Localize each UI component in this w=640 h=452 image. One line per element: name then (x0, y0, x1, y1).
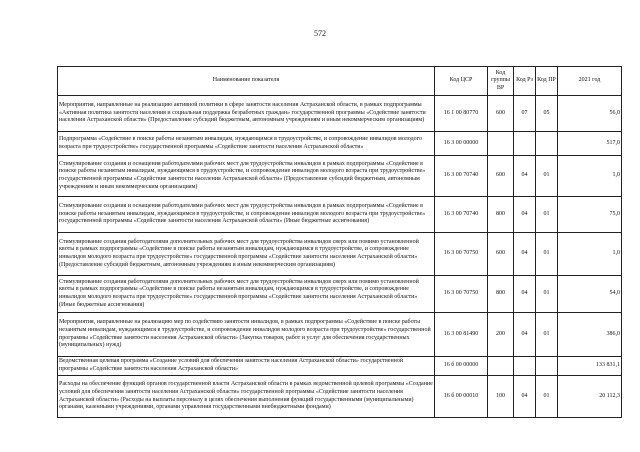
table-row (58, 197, 622, 233)
row-pr: 01 (536, 276, 558, 313)
row-csr: 16 1 00 80770 (435, 96, 488, 132)
table-row (58, 233, 622, 276)
row-sum: 133 831,1 (558, 357, 622, 376)
header-rz: Код Рз (514, 67, 536, 96)
header-pr: Код ПР (536, 67, 558, 96)
row-name: Ведомственная целевая программа «Создание условий для обеспечения занятости населения Астраханской области» государственной программы «Содействие занятости населения Астраханской области» (58, 357, 435, 376)
row-rz (514, 132, 536, 156)
table-row (58, 376, 622, 418)
row-csr: 16 3 00 70740 (435, 197, 488, 233)
row-csr: 16 3 00 70750 (435, 276, 488, 313)
row-sum: 1,0 (558, 233, 622, 276)
budget-table (57, 66, 622, 418)
header-csr: Код ЦСР (435, 67, 488, 96)
row-pr: 01 (536, 156, 558, 197)
row-name: Стимулирование создания работодателями дополнительных рабочих мест для трудоустройства инвалидов сверх или помимо установленной квоты в рамках подпрограммы «Содействие в поиске работы незанятым инвалидам, нуждающимся в трудоустройстве, и сопровождение инвалидов молодого возраста при трудоустройстве» государственной программы «Содействие занятости населения Астраханской области» (Предоставление субсидий бюджетным, автономным учреждениям и иным некоммерческим организациям) (58, 233, 435, 276)
row-rz: 04 (514, 156, 536, 197)
row-vr (488, 132, 514, 156)
row-csr: 16 3 00 00000 (435, 132, 488, 156)
row-vr (488, 357, 514, 376)
row-csr: 16 б 00 00000 (435, 357, 488, 376)
row-csr: 16 б 00 00010 (435, 376, 488, 418)
row-vr: 100 (488, 376, 514, 418)
row-name: Мероприятия, направленные на реализацию мер по содействию занятости инвалидов, в рамках подпрограммы «Содействие в поиске работы незанятым инвалидам, нуждающимся в трудоустройстве, и сопровождение инвалидов молодого возраста при трудоустройстве» государственной программы «Содействие занятости населения Астраханской области» (Закупка товаров, работ и услуг для обеспечения государственных (муниципальных) нужд) (58, 313, 435, 357)
row-sum: 75,0 (558, 197, 622, 233)
row-name: Подпрограмма «Содействие в поиске работы незанятым инвалидам, нуждающимся в трудоустройстве, и сопровождение инвалидов молодого возраста при трудоустройстве» государственной программы «Содействие занятости населения Астраханской области» (58, 132, 435, 156)
row-pr: 05 (536, 96, 558, 132)
row-vr: 600 (488, 156, 514, 197)
row-rz (514, 357, 536, 376)
table-row (58, 156, 622, 197)
row-csr: 16 3 00 70740 (435, 156, 488, 197)
row-sum: 1,0 (558, 156, 622, 197)
header-sum: 2021 год (558, 67, 622, 96)
table-row (58, 276, 622, 313)
row-vr: 200 (488, 313, 514, 357)
row-rz: 04 (514, 313, 536, 357)
row-pr: 01 (536, 233, 558, 276)
table-row (58, 96, 622, 132)
row-rz: 04 (514, 276, 536, 313)
row-vr: 600 (488, 96, 514, 132)
row-pr: 01 (536, 313, 558, 357)
row-sum: 54,0 (558, 276, 622, 313)
row-name: Расходы на обеспечение функций органов государственной власти Астраханской области в рамках ведомственной целевой программы «Создание условий для обеспечения занятости населения Астраханской области» государственной программы «Содействие занятости населения Астраханской области» (Расходы на выплаты персоналу в целях обеспечения выполнения функций государственными (муниципальными) органами, казенными учреждениями, органами управления государственными внебюджетными фондами) (58, 376, 435, 418)
row-rz: 04 (514, 197, 536, 233)
row-sum: 20 112,3 (558, 376, 622, 418)
row-rz: 04 (514, 233, 536, 276)
page-number: 572 (314, 29, 326, 38)
table-header-row (58, 67, 622, 96)
row-pr (536, 357, 558, 376)
row-vr: 600 (488, 233, 514, 276)
table-row (58, 313, 622, 357)
row-name: Стимулирование создания и оснащения работодателями рабочих мест для трудоустройства инвалидов в рамках подпрограммы «Содействие в поиске работы незанятым инвалидам, нуждающимся в трудоустройстве, и сопровождение инвалидов молодого возраста при трудоустройстве» государственной программы «Содействие занятости населения Астраханской области» (Иные бюджетные ассигнования) (58, 197, 435, 233)
header-vr: Код группы ВР (488, 67, 514, 96)
row-name: Стимулирование создания работодателями дополнительных рабочих мест для трудоустройства инвалидов сверх или помимо установленной квоты в рамках подпрограммы «Содействие в поиске работы незанятым инвалидам, нуждающимся в трудоустройстве, и сопровождение инвалидов молодого возраста при трудоустройстве» государственной программы «Содействие занятости населения Астраханской области» (Иные бюджетные ассигнования) (58, 276, 435, 313)
row-sum: 56,0 (558, 96, 622, 132)
row-csr: 16 3 00 81490 (435, 313, 488, 357)
row-vr: 800 (488, 276, 514, 313)
table-row (58, 132, 622, 156)
table-row (58, 357, 622, 376)
row-rz: 07 (514, 96, 536, 132)
header-name: Наименование показателя (58, 67, 435, 96)
row-vr: 800 (488, 197, 514, 233)
row-pr: 01 (536, 197, 558, 233)
row-name: Мероприятия, направленные на реализацию активной политики в сфере занятости населения Астраханской области, в рамках подпрограммы «Активная политика занятости населения и социальная поддержка безработных граждан» государственной программы «Содействие занятости населения Астраханской области» (Предоставление субсидий бюджетным, автономным учреждениям и иным некоммерческим организациям) (58, 96, 435, 132)
row-rz: 04 (514, 376, 536, 418)
row-sum: 386,0 (558, 313, 622, 357)
row-csr: 16 3 00 70750 (435, 233, 488, 276)
row-name: Стимулирование создания и оснащения работодателями рабочих мест для трудоустройства инвалидов в рамках подпрограммы «Содействие в поиске работы незанятым инвалидам, нуждающимся в трудоустройстве, и сопровождение инвалидов молодого возраста при трудоустройстве» государственной программы «Содействие занятости населения Астраханской области» (Предоставление субсидий бюджетным, автономным учреждениям и иным некоммерческим организациям) (58, 156, 435, 197)
row-sum: 517,0 (558, 132, 622, 156)
row-pr: 01 (536, 376, 558, 418)
row-pr (536, 132, 558, 156)
